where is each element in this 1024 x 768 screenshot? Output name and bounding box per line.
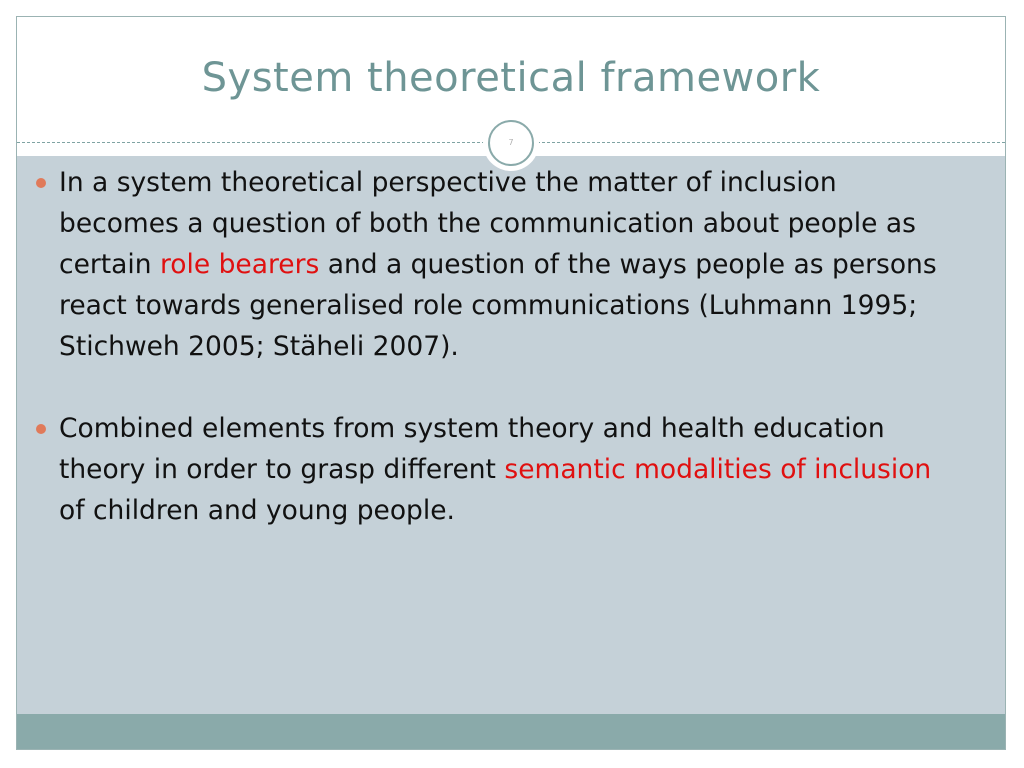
bullet-item (32, 408, 962, 531)
bullet-dot-icon (36, 424, 46, 434)
highlighted-term: semantic modalities of inclusion (504, 454, 932, 485)
bullet-text: and a question of the ways people as persons react towards generalised role communications (Luhmann 1995; Stichweh 2005; Stäheli 2007). (59, 249, 937, 362)
bullet-text: Combined elements from system theory and health education theory in order to grasp different (59, 413, 885, 485)
bullet-text: In a system theoretical perspective the matter of inclusion becomes a question of both the communication about people as certain (59, 167, 916, 280)
slide-number: 7 (488, 120, 534, 166)
bullet-item (32, 162, 962, 367)
footer-bar (17, 714, 1005, 749)
slide-title: System theoretical framework (201, 55, 821, 101)
highlighted-term: role bearers (159, 249, 320, 280)
bullet-dot-icon (36, 178, 46, 188)
bullet-text: of children and young people. (59, 495, 455, 526)
bullet-list (32, 162, 962, 531)
